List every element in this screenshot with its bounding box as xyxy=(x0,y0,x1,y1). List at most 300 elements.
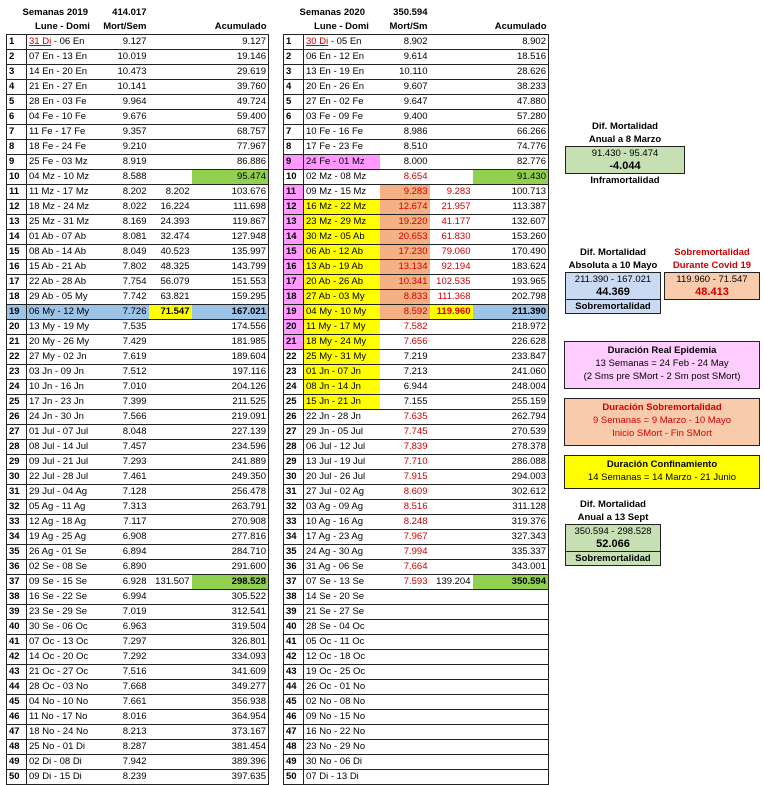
table-row xyxy=(7,470,269,485)
week-number: 17 xyxy=(284,275,304,290)
cumulative-deaths: 9.127 xyxy=(192,35,269,50)
weekly-deaths: 7.292 xyxy=(99,650,149,665)
cumulative-deaths: 183.624 xyxy=(473,260,549,275)
table-row xyxy=(7,710,269,725)
table-row xyxy=(7,500,269,515)
year-label: Semanas 2020 xyxy=(299,7,365,18)
weekly-deaths: 7.582 xyxy=(380,320,430,335)
cumulative-deaths: 8.902 xyxy=(473,35,549,50)
weekly-deaths: 8.048 xyxy=(99,425,149,440)
cumulative-deaths: 66.266 xyxy=(473,125,549,140)
cumulative-deaths: 381.454 xyxy=(192,740,269,755)
weekly-deaths xyxy=(380,710,430,725)
week-number: 11 xyxy=(7,185,27,200)
weekly-deaths: 7.297 xyxy=(99,635,149,650)
weekly-deaths: 9.210 xyxy=(99,140,149,155)
period-sum xyxy=(149,695,192,710)
period-sum: 61.830 xyxy=(430,230,473,245)
table-row xyxy=(284,365,549,380)
table-2020-title-row xyxy=(284,6,549,20)
period-sum xyxy=(430,530,473,545)
week-number: 38 xyxy=(284,590,304,605)
table-row xyxy=(284,200,549,215)
table-row xyxy=(284,140,549,155)
week-range: 23 Se - 29 Se xyxy=(27,605,99,620)
week-number: 30 xyxy=(7,470,27,485)
cumulative-deaths: 255.159 xyxy=(473,395,549,410)
week-range: 11 My - 17 My xyxy=(304,320,380,335)
march-title-2: Anual a 8 Marzo xyxy=(588,134,662,145)
period-sum xyxy=(149,395,192,410)
weekly-deaths: 6.928 xyxy=(99,575,149,590)
table-row xyxy=(284,230,549,245)
week-range: 12 Ag - 18 Ag xyxy=(27,515,99,530)
week-number: 1 xyxy=(7,35,27,50)
period-sum xyxy=(430,605,473,620)
cumulative-deaths: 47.880 xyxy=(473,95,549,110)
weekly-deaths: 7.010 xyxy=(99,380,149,395)
week-range: 25 Mz - 31 Mz xyxy=(27,215,99,230)
cumulative-deaths: 219.091 xyxy=(192,410,269,425)
period-sum: 111.368 xyxy=(430,290,473,305)
week-range: 27 Jul - 02 Ag xyxy=(304,485,380,500)
week-range: 09 No - 15 No xyxy=(304,710,380,725)
week-number: 45 xyxy=(7,695,27,710)
period-sum: 40.523 xyxy=(149,245,192,260)
epidemia-title: Duración Real Epidemia xyxy=(607,345,717,356)
cumulative-deaths: 59.400 xyxy=(192,110,269,125)
week-range: 27 My - 02 Jn xyxy=(27,350,99,365)
weekly-deaths: 7.117 xyxy=(99,515,149,530)
period-sum xyxy=(149,710,192,725)
week-range: 29 Jul - 04 Ag xyxy=(27,485,99,500)
period-sum xyxy=(149,545,192,560)
cumulative-deaths: 91.430 xyxy=(473,170,549,185)
week-range: 30 Di - 05 En xyxy=(304,35,380,50)
march-title-1: Dif. Mortalidad xyxy=(592,121,658,132)
weekly-deaths xyxy=(380,725,430,740)
cumulative-deaths: 298.528 xyxy=(192,575,269,590)
weekly-deaths: 8.049 xyxy=(99,245,149,260)
week-start-date: 31 Di xyxy=(29,36,52,47)
week-number: 29 xyxy=(284,455,304,470)
week-range: 02 Di - 08 Di xyxy=(27,755,99,770)
week-range: 24 Jn - 30 Jn xyxy=(27,410,99,425)
period-sum xyxy=(149,680,192,695)
week-range: 18 My - 24 My xyxy=(304,335,380,350)
table-row xyxy=(284,380,549,395)
week-range: 03 Ag - 09 Ag xyxy=(304,500,380,515)
weekly-deaths: 10.341 xyxy=(380,275,430,290)
week-range: 14 Se - 20 Se xyxy=(304,590,380,605)
week-range: 10 Fe - 16 Fe xyxy=(304,125,380,140)
table-row xyxy=(7,95,269,110)
period-sum: 21.957 xyxy=(430,200,473,215)
week-number: 31 xyxy=(7,485,27,500)
weekly-deaths: 7.661 xyxy=(99,695,149,710)
table-row xyxy=(7,410,269,425)
epidemia-line-2: (2 Sms pre SMort - 2 Sm post SMort) xyxy=(583,371,741,382)
week-number: 36 xyxy=(284,560,304,575)
week-number: 5 xyxy=(7,95,27,110)
week-range: 18 Fe - 24 Fe xyxy=(27,140,99,155)
cumulative-deaths: 77.967 xyxy=(192,140,269,155)
period-sum xyxy=(149,635,192,650)
week-number: 1 xyxy=(284,35,304,50)
cumulative-deaths xyxy=(473,680,549,695)
table-row xyxy=(284,755,549,770)
week-number: 45 xyxy=(284,695,304,710)
cumulative-deaths: 294.003 xyxy=(473,470,549,485)
week-range: 04 Mz - 10 Mz xyxy=(27,170,99,185)
sept-calc: 350.594 - 298.528 xyxy=(565,524,661,538)
weekly-deaths: 7.668 xyxy=(99,680,149,695)
weekly-deaths: 7.635 xyxy=(380,410,430,425)
cumulative-deaths xyxy=(473,725,549,740)
weekly-deaths: 8.000 xyxy=(380,155,430,170)
week-range: 06 Ab - 12 Ab xyxy=(304,245,380,260)
table-row xyxy=(284,620,549,635)
cumulative-deaths: 204.126 xyxy=(192,380,269,395)
week-range: 02 No - 08 No xyxy=(304,695,380,710)
period-sum xyxy=(430,440,473,455)
confinamiento-title: Duración Confinamiento xyxy=(606,459,718,470)
table-row xyxy=(284,170,549,185)
week-range: 02 Se - 08 Se xyxy=(27,560,99,575)
cumulative-deaths: 170.490 xyxy=(473,245,549,260)
week-number: 26 xyxy=(7,410,27,425)
epidemia-box xyxy=(564,341,760,389)
period-sum xyxy=(430,680,473,695)
weekly-deaths: 7.967 xyxy=(380,530,430,545)
covid-title-1: Sobremortalidad xyxy=(674,247,750,258)
period-sum xyxy=(430,470,473,485)
week-range: 13 En - 19 En xyxy=(304,65,380,80)
week-number: 6 xyxy=(284,110,304,125)
period-sum xyxy=(149,125,192,140)
period-sum xyxy=(149,515,192,530)
table-row xyxy=(284,680,549,695)
week-number: 4 xyxy=(7,80,27,95)
table-row xyxy=(7,650,269,665)
week-range: 25 My - 31 My xyxy=(304,350,380,365)
week-range: 07 En - 13 En xyxy=(27,50,99,65)
weekly-deaths: 7.619 xyxy=(99,350,149,365)
table-row xyxy=(7,260,269,275)
cumulative-deaths: 278.378 xyxy=(473,440,549,455)
week-range: 04 No - 10 No xyxy=(27,695,99,710)
table-row xyxy=(7,155,269,170)
weekly-deaths: 8.609 xyxy=(380,485,430,500)
epidemia-line-1: 13 Semanas = 24 Feb - 24 May xyxy=(595,358,729,369)
period-sum xyxy=(430,380,473,395)
weekly-deaths: 8.654 xyxy=(380,170,430,185)
week-range: 01 Jn - 07 Jn xyxy=(304,365,380,380)
table-row xyxy=(7,290,269,305)
cumulative-deaths: 132.607 xyxy=(473,215,549,230)
table-row xyxy=(284,560,549,575)
week-range: 21 Oc - 27 Oc xyxy=(27,665,99,680)
table-row xyxy=(7,80,269,95)
table-2020-header-row xyxy=(284,20,549,35)
table-row xyxy=(7,485,269,500)
period-sum xyxy=(430,365,473,380)
cumulative-deaths: 248.004 xyxy=(473,380,549,395)
table-row xyxy=(284,155,549,170)
table-row xyxy=(284,575,549,590)
weekly-deaths: 7.461 xyxy=(99,470,149,485)
week-number: 22 xyxy=(7,350,27,365)
period-sum xyxy=(430,335,473,350)
weekly-deaths: 7.656 xyxy=(380,335,430,350)
table-row xyxy=(7,680,269,695)
table-row xyxy=(284,35,549,50)
sobremort-line-2: Inicio SMort - Fin SMort xyxy=(612,428,712,439)
period-sum xyxy=(430,50,473,65)
table-row xyxy=(7,395,269,410)
week-number: 21 xyxy=(284,335,304,350)
cumulative-deaths: 389.396 xyxy=(192,755,269,770)
week-range: 17 Ag - 23 Ag xyxy=(304,530,380,545)
covid-result: 48.413 xyxy=(664,286,760,300)
week-range: 08 Ab - 14 Ab xyxy=(27,245,99,260)
weekly-deaths: 8.287 xyxy=(99,740,149,755)
week-number: 37 xyxy=(284,575,304,590)
week-number: 34 xyxy=(7,530,27,545)
table-row xyxy=(7,425,269,440)
week-number: 9 xyxy=(7,155,27,170)
cumulative-deaths xyxy=(473,740,549,755)
week-number: 47 xyxy=(284,725,304,740)
period-sum xyxy=(149,560,192,575)
table-row xyxy=(284,425,549,440)
confinamiento-line-1: 14 Semanas = 14 Marzo - 21 Junio xyxy=(587,472,737,483)
period-sum xyxy=(149,590,192,605)
week-range: 14 Oc - 20 Oc xyxy=(27,650,99,665)
cumulative-deaths: 74.776 xyxy=(473,140,549,155)
week-range: 31 Di - 06 En xyxy=(27,35,99,50)
weekly-deaths: 7.213 xyxy=(380,365,430,380)
cumulative-deaths: 29.619 xyxy=(192,65,269,80)
week-range: 09 Jul - 21 Jul xyxy=(27,455,99,470)
table-2019-title-row xyxy=(7,6,269,20)
weekly-deaths: 7.745 xyxy=(380,425,430,440)
cumulative-deaths: 249.350 xyxy=(192,470,269,485)
period-sum xyxy=(149,65,192,80)
week-number: 38 xyxy=(7,590,27,605)
week-range: 14 En - 20 En xyxy=(27,65,99,80)
weekly-deaths: 7.566 xyxy=(99,410,149,425)
weekly-deaths xyxy=(380,590,430,605)
weekly-deaths: 8.022 xyxy=(99,200,149,215)
week-number: 47 xyxy=(7,725,27,740)
week-number: 37 xyxy=(7,575,27,590)
may-title-1: Dif. Mortalidad xyxy=(580,247,646,258)
cumulative-deaths: 103.676 xyxy=(192,185,269,200)
period-sum xyxy=(149,365,192,380)
cumulative-deaths: 291.600 xyxy=(192,560,269,575)
week-range: 16 Se - 22 Se xyxy=(27,590,99,605)
week-number: 18 xyxy=(7,290,27,305)
week-number: 19 xyxy=(7,305,27,320)
week-number: 34 xyxy=(284,530,304,545)
table-row xyxy=(7,725,269,740)
cumulative-deaths: 226.628 xyxy=(473,335,549,350)
week-number: 30 xyxy=(284,470,304,485)
week-number: 41 xyxy=(284,635,304,650)
cumulative-deaths: 135.997 xyxy=(192,245,269,260)
weekly-deaths: 12.674 xyxy=(380,200,430,215)
weekly-deaths: 9.283 xyxy=(380,185,430,200)
week-range: 20 Ab - 26 Ab xyxy=(304,275,380,290)
weekly-deaths xyxy=(380,695,430,710)
week-range: 13 My - 19 My xyxy=(27,320,99,335)
weekly-deaths xyxy=(380,740,430,755)
week-number: 13 xyxy=(7,215,27,230)
week-range: 19 Oc - 25 Oc xyxy=(304,665,380,680)
cumulative-deaths: 189.604 xyxy=(192,350,269,365)
table-row xyxy=(7,440,269,455)
table-row xyxy=(284,545,549,560)
weekly-deaths: 10.019 xyxy=(99,50,149,65)
period-sum: 56.079 xyxy=(149,275,192,290)
cumulative-deaths: 356.938 xyxy=(192,695,269,710)
cumulative-deaths: 341.609 xyxy=(192,665,269,680)
cumulative-deaths: 334.093 xyxy=(192,650,269,665)
period-sum xyxy=(149,155,192,170)
weekly-deaths: 8.516 xyxy=(380,500,430,515)
week-range: 31 Ag - 06 Se xyxy=(304,560,380,575)
col-acum-header: Acumulado xyxy=(494,21,547,32)
table-row xyxy=(7,170,269,185)
table-row xyxy=(284,485,549,500)
table-row xyxy=(284,740,549,755)
week-range: 18 No - 24 No xyxy=(27,725,99,740)
week-number: 5 xyxy=(284,95,304,110)
week-range: 28 En - 03 Fe xyxy=(27,95,99,110)
cumulative-deaths: 256.478 xyxy=(192,485,269,500)
week-number: 26 xyxy=(284,410,304,425)
march-calc: 91.430 - 95.474 xyxy=(565,146,685,160)
weekly-deaths: 9.676 xyxy=(99,110,149,125)
table-2019-header-row xyxy=(7,20,269,35)
cumulative-deaths: 211.525 xyxy=(192,395,269,410)
cumulative-deaths xyxy=(473,770,549,785)
cumulative-deaths: 302.612 xyxy=(473,485,549,500)
table-row xyxy=(7,65,269,80)
cumulative-deaths: 153.260 xyxy=(473,230,549,245)
table-row xyxy=(7,620,269,635)
weekly-deaths: 8.592 xyxy=(380,305,430,320)
week-number: 23 xyxy=(7,365,27,380)
week-range: 08 Jul - 14 Jul xyxy=(27,440,99,455)
period-sum: 32.474 xyxy=(149,230,192,245)
week-range: 08 Jn - 14 Jn xyxy=(304,380,380,395)
cumulative-deaths: 57.280 xyxy=(473,110,549,125)
week-range: 24 Ag - 30 Ag xyxy=(304,545,380,560)
cumulative-deaths: 19.146 xyxy=(192,50,269,65)
cumulative-deaths xyxy=(473,620,549,635)
weekly-deaths: 7.516 xyxy=(99,665,149,680)
table-row xyxy=(284,710,549,725)
weekly-deaths: 7.293 xyxy=(99,455,149,470)
weekly-deaths xyxy=(380,680,430,695)
week-range: 01 Ab - 07 Ab xyxy=(27,230,99,245)
week-number: 35 xyxy=(7,545,27,560)
weekly-deaths xyxy=(380,770,430,785)
weekly-deaths: 8.169 xyxy=(99,215,149,230)
table-row xyxy=(7,200,269,215)
weekly-deaths: 13.134 xyxy=(380,260,430,275)
period-sum xyxy=(430,620,473,635)
period-sum xyxy=(430,170,473,185)
weekly-deaths: 6.963 xyxy=(99,620,149,635)
table-row xyxy=(7,770,269,785)
week-number: 42 xyxy=(7,650,27,665)
cumulative-deaths: 270.908 xyxy=(192,515,269,530)
week-range: 25 No - 01 Di xyxy=(27,740,99,755)
period-sum xyxy=(149,170,192,185)
weekly-deaths: 7.994 xyxy=(380,545,430,560)
cumulative-deaths xyxy=(473,710,549,725)
weekly-deaths: 9.964 xyxy=(99,95,149,110)
week-range: 11 Mz - 17 Mz xyxy=(27,185,99,200)
weekly-deaths: 9.127 xyxy=(99,35,149,50)
table-row xyxy=(7,380,269,395)
weekly-deaths: 8.902 xyxy=(380,35,430,50)
period-sum xyxy=(430,425,473,440)
period-sum xyxy=(430,725,473,740)
week-number: 10 xyxy=(7,170,27,185)
weekly-deaths: 9.614 xyxy=(380,50,430,65)
cumulative-deaths: 397.635 xyxy=(192,770,269,785)
sept-title-2: Anual a 13 Sept xyxy=(577,512,649,523)
week-range: 28 Oc - 03 No xyxy=(27,680,99,695)
week-number: 24 xyxy=(284,380,304,395)
col-mort-header: Mort/Sem xyxy=(103,21,147,32)
period-sum xyxy=(430,755,473,770)
table-row xyxy=(7,140,269,155)
table-row xyxy=(284,515,549,530)
period-sum: 92.194 xyxy=(430,260,473,275)
col-week-header: Lune - Domi xyxy=(35,21,90,32)
week-range: 20 My - 26 My xyxy=(27,335,99,350)
period-sum xyxy=(430,80,473,95)
week-range: 05 Ag - 11 Ag xyxy=(27,500,99,515)
week-range: 05 Oc - 11 Oc xyxy=(304,635,380,650)
weekly-deaths: 6.894 xyxy=(99,545,149,560)
week-number: 20 xyxy=(284,320,304,335)
week-range: 30 No - 06 Di xyxy=(304,755,380,770)
sept-label: Sobremortalidad xyxy=(565,552,661,566)
weekly-deaths: 10.473 xyxy=(99,65,149,80)
week-range: 06 Jul - 12 Jul xyxy=(304,440,380,455)
cumulative-deaths xyxy=(473,755,549,770)
cumulative-deaths xyxy=(473,650,549,665)
table-row xyxy=(7,740,269,755)
weekly-deaths xyxy=(380,605,430,620)
week-number: 6 xyxy=(7,110,27,125)
period-sum xyxy=(430,395,473,410)
cumulative-deaths: 197.116 xyxy=(192,365,269,380)
week-number: 28 xyxy=(284,440,304,455)
sept-result: 52.066 xyxy=(565,538,661,552)
cumulative-deaths: 335.337 xyxy=(473,545,549,560)
week-range: 20 Jul - 26 Jul xyxy=(304,470,380,485)
period-sum: 8.202 xyxy=(149,185,192,200)
table-row xyxy=(284,605,549,620)
table-row xyxy=(7,185,269,200)
